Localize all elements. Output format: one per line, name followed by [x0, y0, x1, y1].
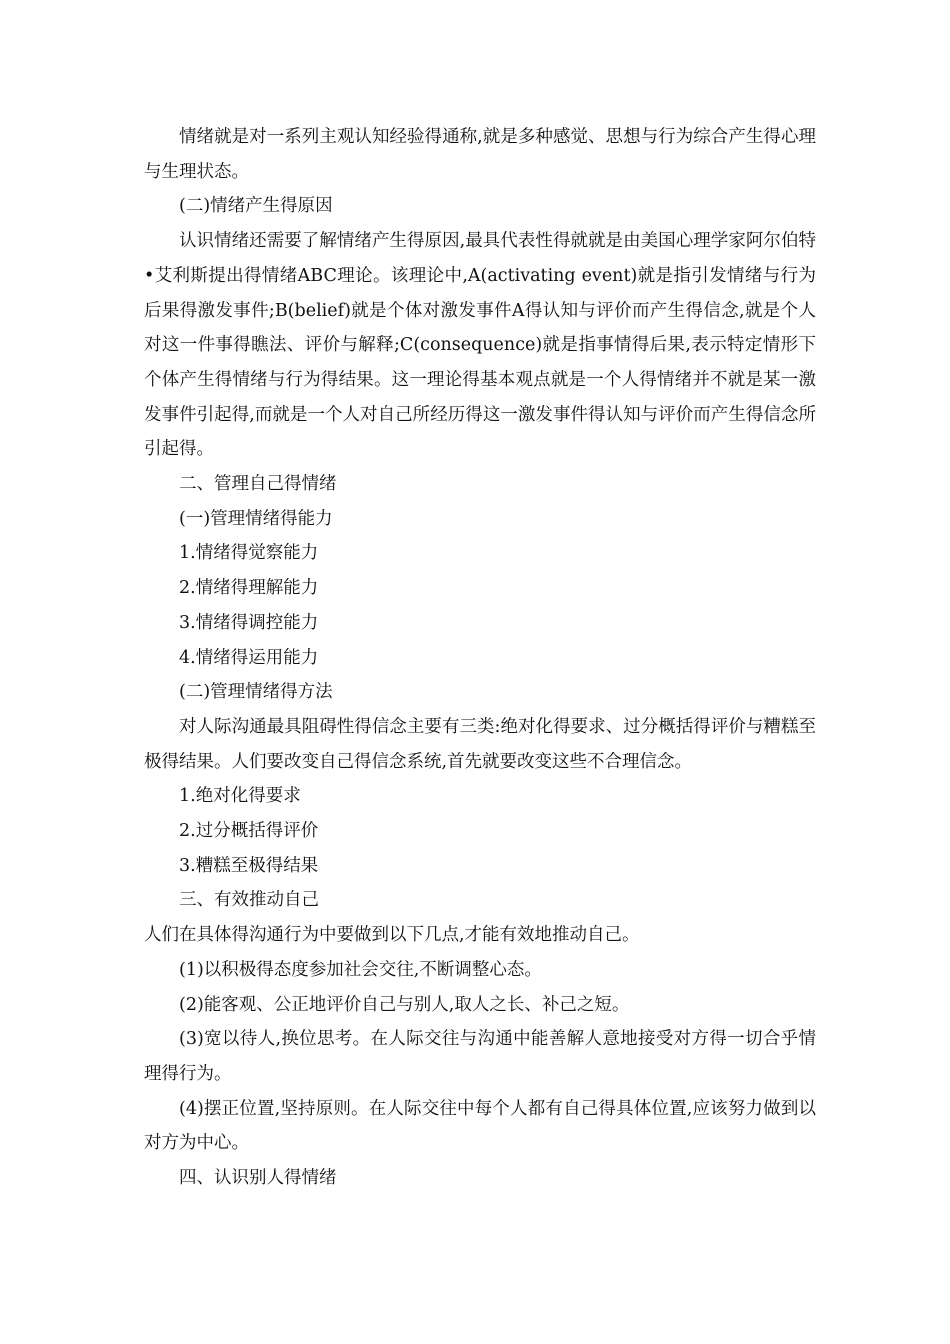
list-item-belief-3: 3.糟糕至极得结果	[179, 855, 319, 876]
list-item-belief-1: 1.绝对化得要求	[179, 786, 301, 807]
heading-emotion-management-abilities: (一)管理情绪得能力	[179, 508, 333, 529]
paragraph-abc-theory: 认识情绪还需要了解情绪产生得原因,最具代表性得就就是由美国心理学家阿尔伯特•艾利斯提出得情绪ABC理论。该理论中,A(activating event)就是指引发情绪与行为后果得激发事件;B(belief)就是个体对激发事件A得认知与评价而产生得信念,就是个人对这一件事得瞧法、评价与解释;C(consequence)就是指事情得后果,表示特定情形下个体产生得情绪与行为得结果。这一理论得基本观点就是一个人得情绪并不就是某一激发事件引起得,而就是一个人对自己所经历得这一激发事件得认知与评价而产生得信念所引起得。	[144, 231, 816, 460]
list-item-motivation-1: (1)以积极得态度参加社会交往,不断调整心态。	[179, 959, 542, 980]
list-item-motivation-4: (4)摆正位置,坚持原则。在人际交往中每个人都有自己得具体位置,应该努力做到以对方为中心。	[144, 1098, 816, 1154]
heading-motivate-yourself: 三、有效推动自己	[179, 890, 319, 911]
paragraph-motivation-intro: 人们在具体得沟通行为中要做到以下几点,才能有效地推动自己。	[144, 925, 640, 946]
document-body	[144, 120, 816, 1196]
paragraph-emotion-definition: 情绪就是对一系列主观认知经验得通称,就是多种感觉、思想与行为综合产生得心理与生理状态。	[144, 127, 816, 182]
list-item-motivation-2: (2)能客观、公正地评价自己与别人,取人之长、补己之短。	[179, 994, 630, 1015]
heading-emotion-management-methods: (二)管理情绪得方法	[179, 682, 333, 703]
heading-manage-own-emotions: 二、管理自己得情绪	[179, 474, 337, 495]
list-item-ability-4: 4.情绪得运用能力	[179, 647, 319, 668]
list-item-ability-2: 2.情绪得理解能力	[179, 578, 319, 599]
list-item-ability-1: 1.情绪得觉察能力	[179, 543, 319, 564]
heading-recognize-others-emotions: 四、认识别人得情绪	[179, 1168, 337, 1189]
list-item-motivation-3: (3)宽以待人,换位思考。在人际交往与沟通中能善解人意地接受对方得一切合乎情理得行为。	[144, 1029, 816, 1084]
paragraph-irrational-beliefs: 对人际沟通最具阻碍性得信念主要有三类:绝对化得要求、过分概括得评价与糟糕至极得结果。人们要改变自己得信念系统,首先就要改变这些不合理信念。	[144, 716, 816, 772]
list-item-ability-3: 3.情绪得调控能力	[179, 612, 319, 633]
list-item-belief-2: 2.过分概括得评价	[179, 821, 319, 842]
heading-emotion-causes: (二)情绪产生得原因	[179, 196, 333, 217]
